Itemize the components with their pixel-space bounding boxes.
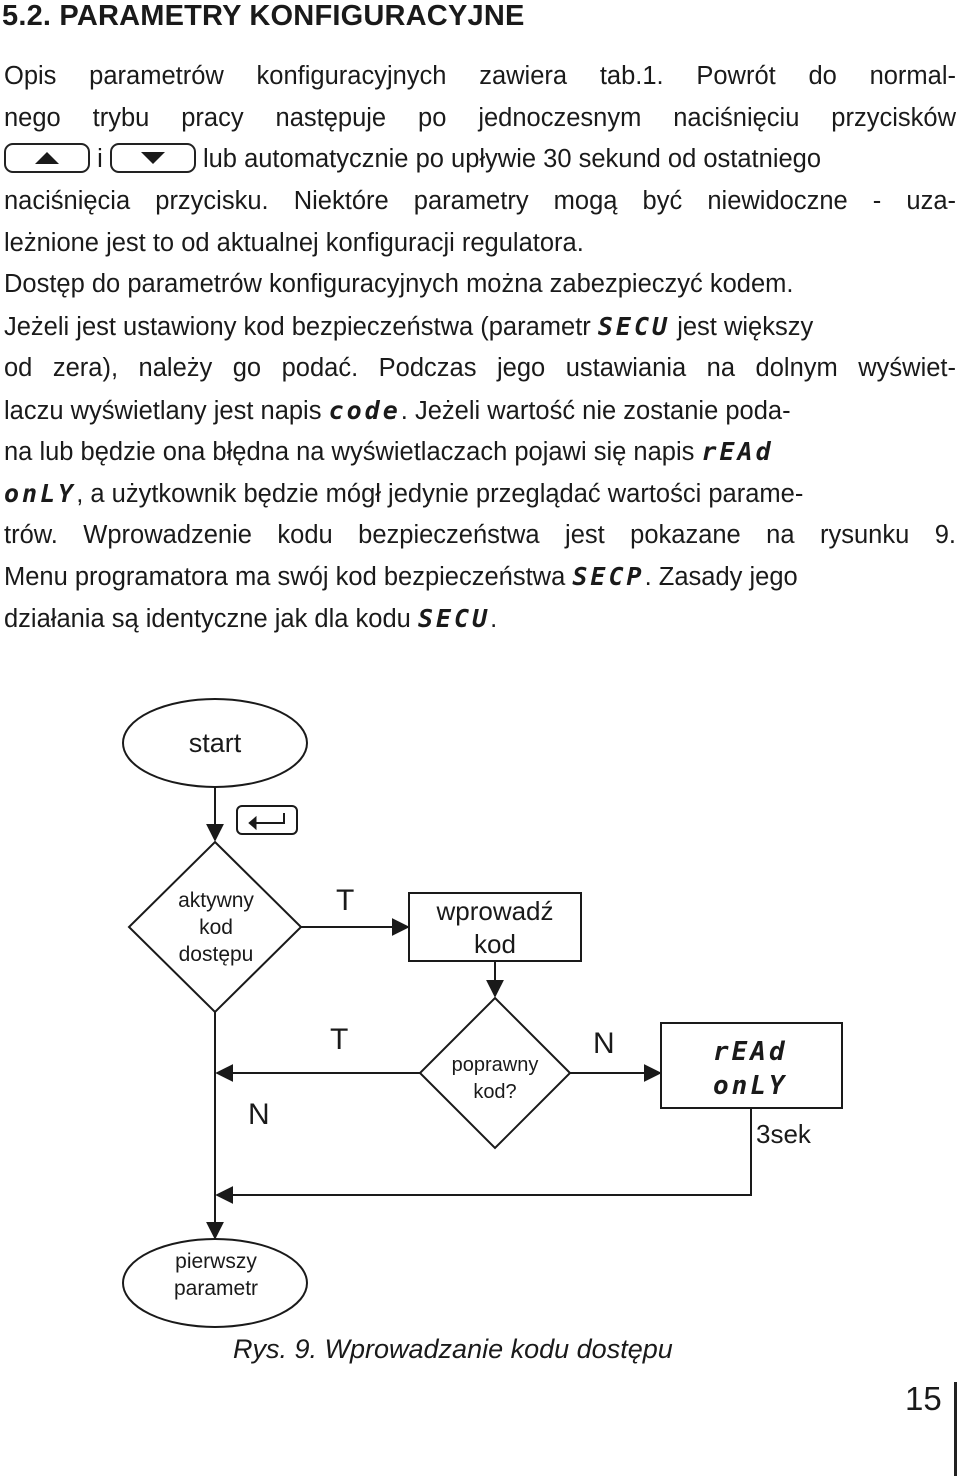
page-number-rule <box>954 1382 957 1476</box>
paragraph-line: Opis parametrów konfiguracyjnych zawiera tab.1. Powrót do normal- <box>4 62 956 90</box>
text-fragment: . Zasady jego <box>644 563 798 592</box>
paragraph-line <box>4 431 956 473</box>
paragraph-line <box>4 139 956 181</box>
text-fragment: jest większy <box>677 313 814 342</box>
paragraph-line <box>4 556 956 598</box>
decision1-line2: kod <box>199 916 233 939</box>
arrow-up-icon <box>34 151 60 165</box>
text-fragment: . Jeżeli wartość nie zostanie poda- <box>400 396 791 425</box>
end-terminal <box>123 1239 307 1327</box>
figure-caption: Rys. 9. Wprowadzanie kodu dostępu <box>233 1334 673 1364</box>
display-code-secp: SECP <box>572 562 645 592</box>
text-fragment: lub automatycznie po upływie 30 sekund od ostatniego <box>202 145 822 174</box>
text-fragment: . <box>490 604 498 633</box>
down-button-key <box>110 143 196 173</box>
end-line2: parametr <box>173 1277 259 1300</box>
paragraph-line: naciśnięcia przycisku. Niektóre parametry mogą być niewidoczne - uza- <box>4 187 956 216</box>
text-fragment: , a użytkownik będzie mógł jedynie przeglądać wartości parame- <box>76 479 804 508</box>
display-code-read: rEAd <box>701 437 774 467</box>
display-code-only: onLY <box>4 478 77 508</box>
decision-active-code <box>129 842 301 1012</box>
body-paragraph <box>4 56 956 640</box>
paragraph-line: nego trybu pracy następuje po jednoczesnym naciśnięciu przycisków <box>4 103 956 132</box>
enter-code-process <box>409 893 581 961</box>
section-heading: 5.2. PARAMETRY KONFIGURACYJNE <box>2 0 525 32</box>
text-fragment: Menu programatora ma swój kod bezpieczeństwa <box>4 563 566 592</box>
branch-label-n2: N <box>593 1027 615 1060</box>
enter-code-line1: wprowadź <box>436 896 554 926</box>
start-terminal <box>123 699 307 787</box>
branch-label-n1: N <box>248 1098 270 1131</box>
display-code-secu: SECU <box>597 312 671 342</box>
display-line2: onLY <box>713 1071 788 1101</box>
paragraph-line <box>4 306 956 348</box>
read-only-display <box>661 1023 842 1108</box>
timeout-label: 3sek <box>756 1119 811 1149</box>
paragraph-line <box>4 390 956 432</box>
up-button-key <box>4 143 90 173</box>
paragraph-line: trów. Wprowadzenie kodu bezpieczeństwa jest pokazane na rysunku 9. <box>4 520 956 549</box>
decision2-line2: kod? <box>473 1081 517 1103</box>
display-line1: rEAd <box>713 1037 788 1067</box>
paragraph-line: Dostęp do parametrów konfiguracyjnych można zabezpieczyć kodem. <box>4 270 794 299</box>
text-fragment: laczu wyświetlany jest napis <box>4 396 322 425</box>
text-fragment: na lub będzie ona błędna na wyświetlaczach pojawi się napis <box>4 438 695 467</box>
flow-arrow <box>217 1108 751 1195</box>
branch-label-t2: T <box>330 1023 349 1056</box>
enter-code-line2: kod <box>474 929 516 959</box>
paragraph-line: leżnione jest to od aktualnej konfiguracji regulatora. <box>4 228 584 257</box>
text-fragment: i <box>97 145 103 174</box>
paragraph-line: od zera), należy go podać. Podczas jego ustawiania na dolnym wyświet- <box>4 353 956 382</box>
display-code-code: code <box>328 395 401 425</box>
decision2-line1: poprawny <box>451 1054 539 1076</box>
page-number: 15 <box>905 1380 942 1417</box>
decision1-line3: dostępu <box>178 943 254 966</box>
paragraph-line <box>4 473 956 515</box>
start-label: start <box>188 728 242 758</box>
paragraph-line <box>4 598 956 640</box>
text-fragment: działania są identyczne jak dla kodu <box>4 604 411 633</box>
end-line1: pierwszy <box>175 1250 257 1273</box>
display-code-secu: SECU <box>417 603 491 633</box>
enter-key-icon <box>237 806 297 834</box>
decision-correct-code <box>420 998 570 1148</box>
decision1-line1: aktywny <box>178 889 254 912</box>
text-fragment: Jeżeli jest ustawiony kod bezpieczeństwa (parametr <box>4 313 591 342</box>
branch-label-t1: T <box>336 884 355 917</box>
arrow-down-icon <box>140 151 166 165</box>
